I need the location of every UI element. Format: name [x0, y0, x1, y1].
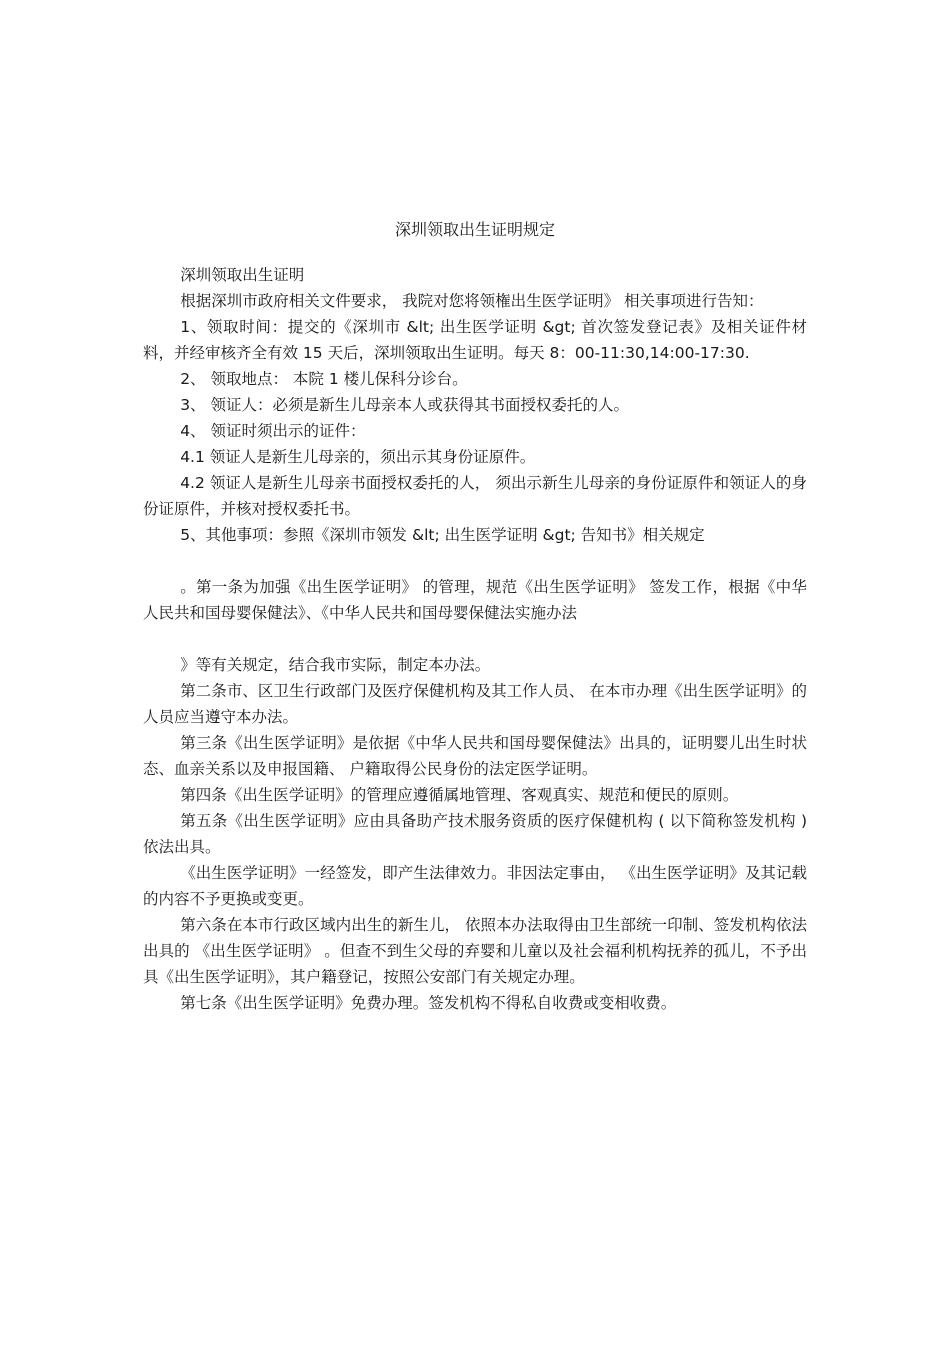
paragraph: 。第一条为加强《出生医学证明》 的管理，规范《出生医学证明》 签发工作，根据《中华人民共和国母婴保健法》、《中华人民共和国母婴保健法实施办法	[143, 578, 807, 622]
paragraph: 3、 领证人：必须是新生儿母亲本人或获得其书面授权委托的人。	[180, 396, 629, 414]
paragraph: 4.2 领证人是新生儿母亲书面授权委托的人， 须出示新生儿母亲的身份证原件和领证人的身份证原件，并核对授权委托书。	[143, 474, 807, 518]
paragraph: 第六条在本市行政区域内出生的新生儿， 依照本办法取得由卫生部统一印制、签发机构依法出具的 《出生医学证明》 。但查不到生父母的弃婴和儿童以及社会福利机构抚养的孤儿，不予出具《出生医学证明》，其户籍登记，按照公安部门有关规定办理。	[143, 916, 807, 986]
paragraph: 5、其他事项：参照《深圳市领发 &lt; 出生医学证明 &gt; 告知书》相关规定	[180, 526, 705, 544]
paragraph: 2、 领取地点： 本院 1 楼儿保科分诊台。	[180, 370, 468, 388]
paragraph: 第五条《出生医学证明》应由具备助产技术服务资质的医疗保健机构 ( 以下简称签发机构 ) 依法出具。	[143, 812, 807, 856]
paragraph: 4.1 领证人是新生儿母亲的，须出示其身份证原件。	[180, 448, 536, 466]
paragraph: 第二条市、区卫生行政部门及医疗保健机构及其工作人员、 在本市办理《出生医学证明》的人员应当遵守本办法。	[143, 682, 807, 726]
paragraph: 第四条《出生医学证明》的管理应遵循属地管理、客观真实、规范和便民的原则。	[180, 786, 739, 804]
paragraph: 4、 领证时须出示的证件：	[180, 422, 366, 440]
document-title: 深圳领取出生证明规定	[394, 220, 555, 239]
paragraph: 根据深圳市政府相关文件要求， 我院对您将领権出生医学证明》 相关事项进行告知：	[180, 292, 764, 310]
paragraph: 第七条《出生医学证明》免费办理。签发机构不得私自收费或变相收费。	[180, 994, 677, 1012]
paragraph: 第三条《出生医学证明》是依据《中华人民共和国母婴保健法》出具的，证明婴儿出生时状态、血亲关系以及申报国籍、 户籍取得公民身份的法定医学证明。	[143, 734, 807, 778]
paragraph: 1、领取时间：提交的《深圳市 &lt; 出生医学证明 &gt; 首次签发登记表》及相关证件材料，并经审核齐全有效 15 天后，深圳领取出生证明。每天 8：00-11:30,14:00-17:30.	[143, 318, 807, 362]
document-body	[143, 262, 807, 1016]
paragraph: 》等有关规定，结合我市实际，制定本办法。	[180, 656, 491, 674]
paragraph: 深圳领取出生证明	[180, 266, 305, 284]
paragraph: 《出生医学证明》一经签发，即产生法律效力。非因法定事由， 《出生医学证明》及其记载的内容不予更换或变更。	[143, 864, 807, 908]
